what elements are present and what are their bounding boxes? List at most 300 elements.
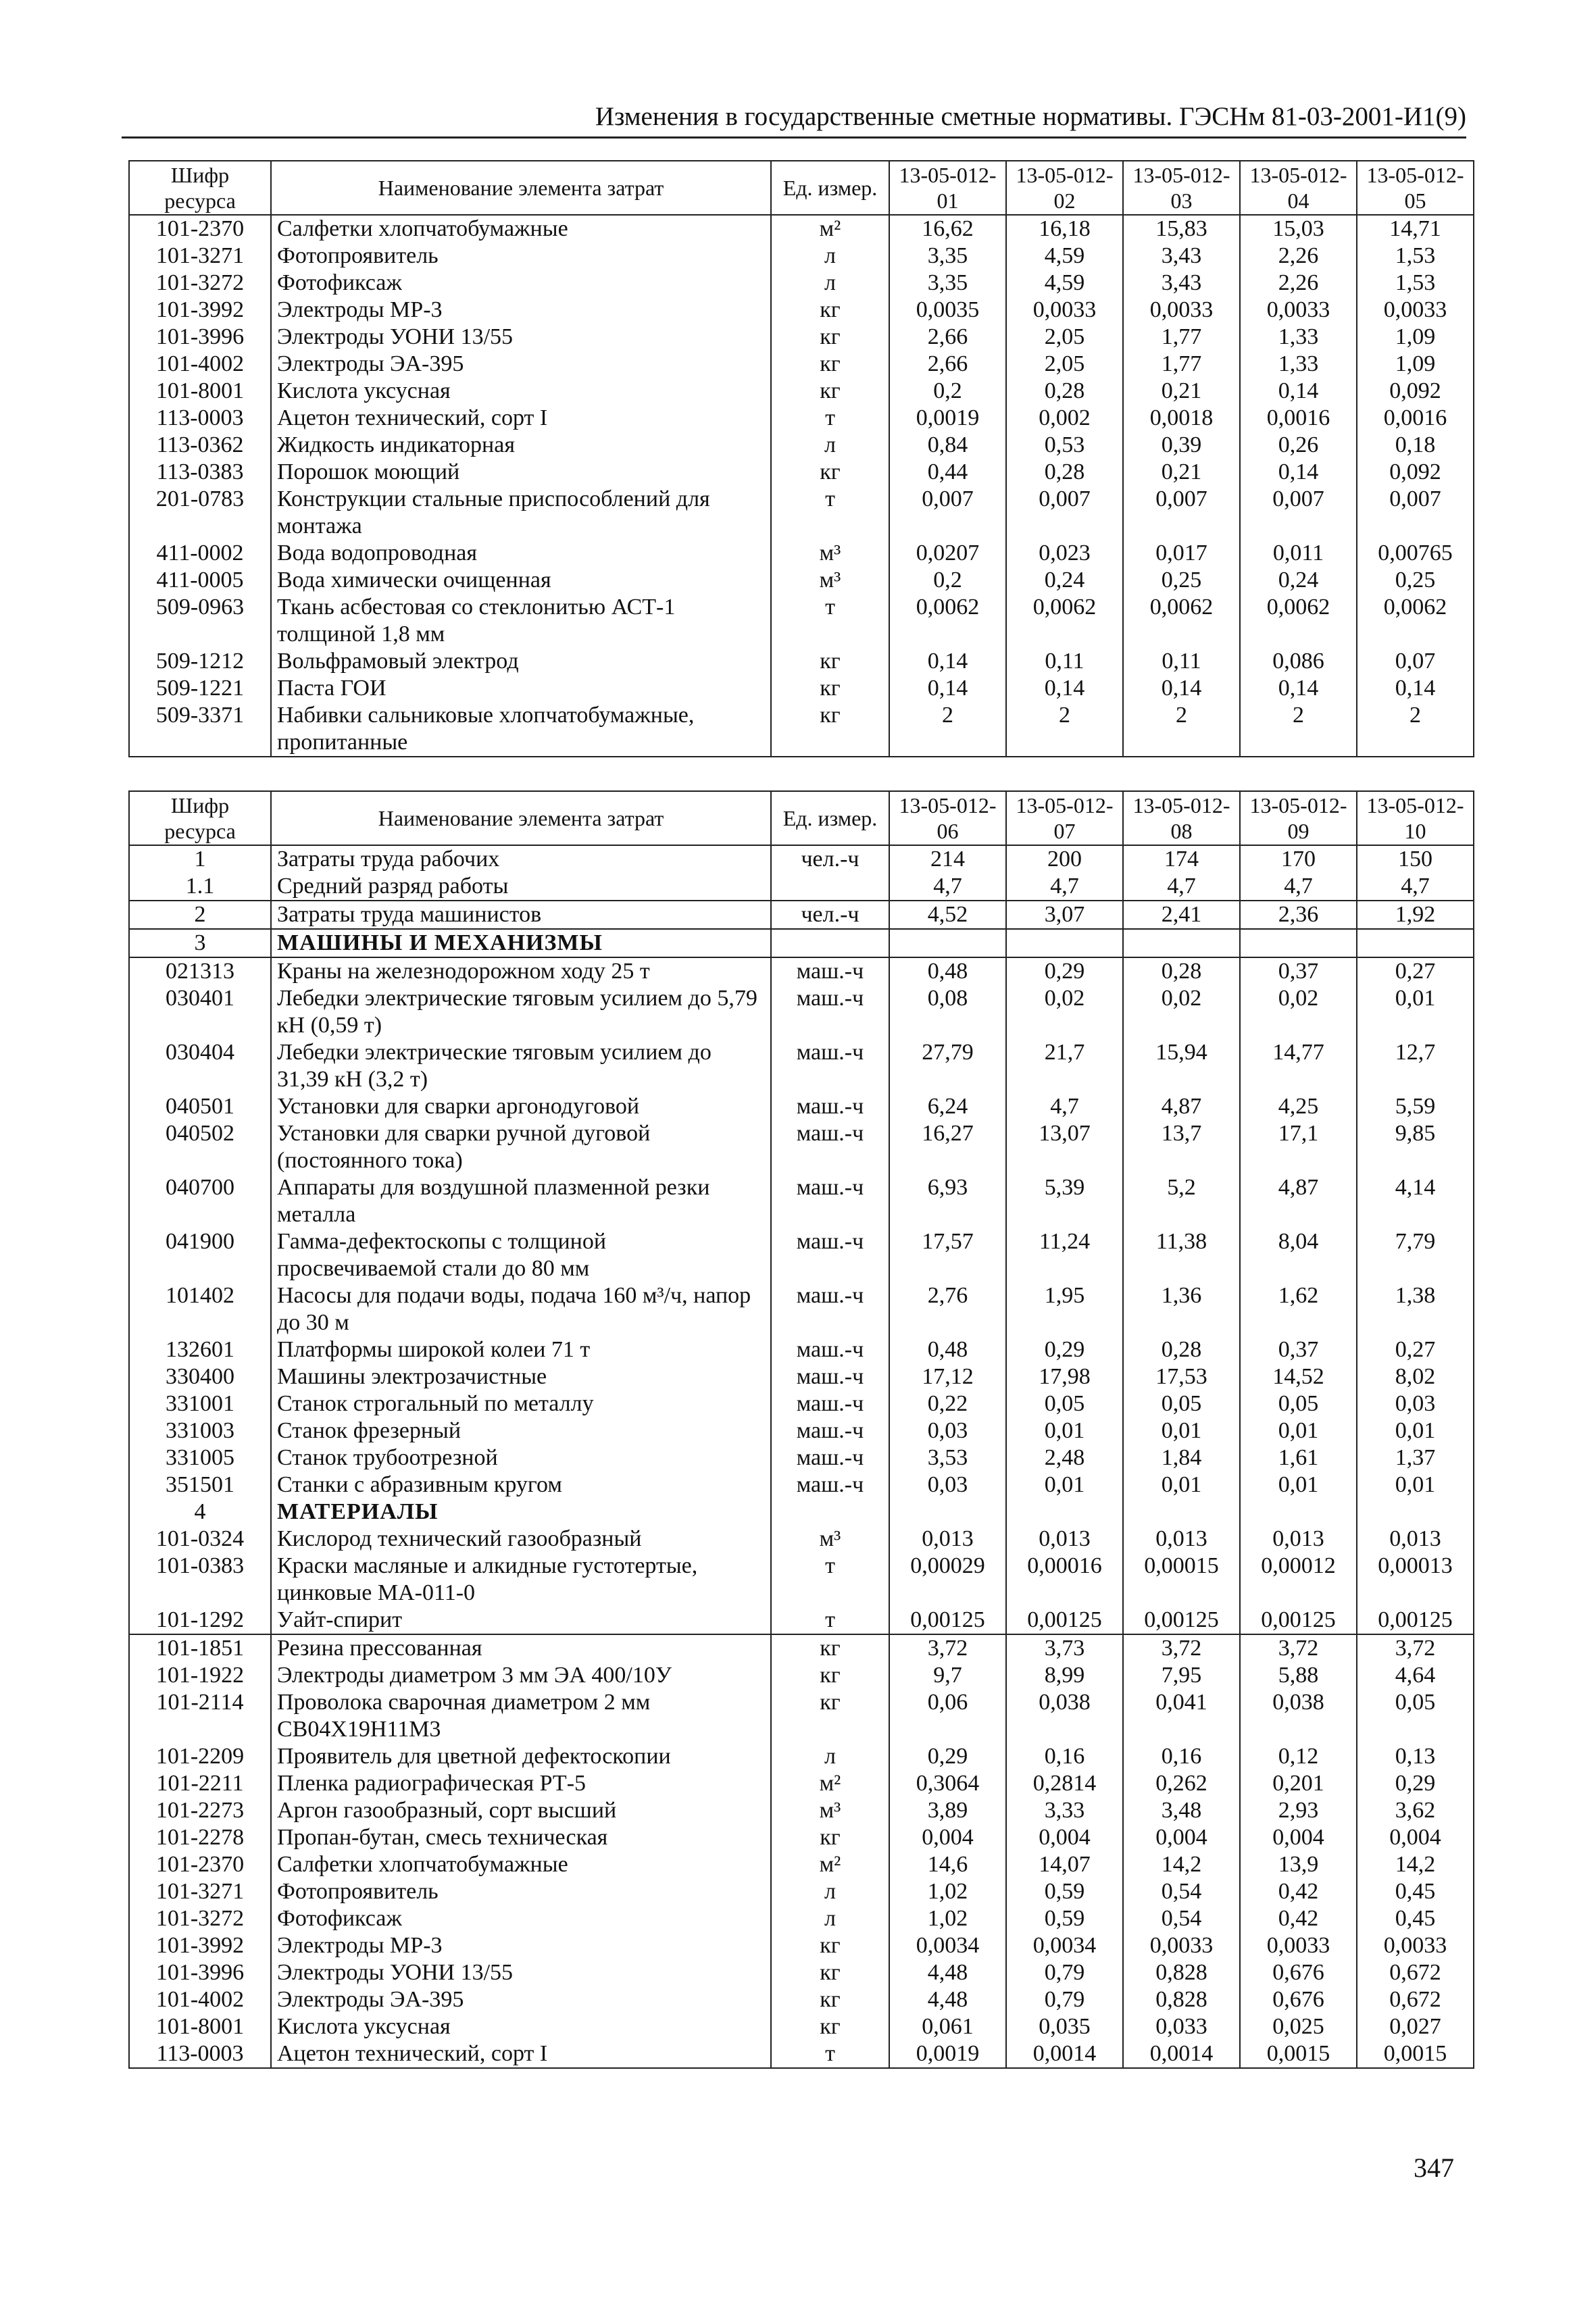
name-cell: Салфетки хлопчатобумажные xyxy=(271,1851,771,1878)
name-cell: Набивки сальниковые хлопчатобумажные, пропитанные xyxy=(271,702,771,757)
value-cell: 0,02 xyxy=(1123,985,1240,1039)
page-number: 347 xyxy=(1414,2153,1454,2183)
value-cell: 0,00029 xyxy=(889,1553,1006,1607)
value-cell: 3,33 xyxy=(1006,1797,1123,1824)
column-header: Наименование элемента затрат xyxy=(271,791,771,845)
value-cell: 0,0062 xyxy=(1123,594,1240,648)
table-row xyxy=(129,929,1474,957)
unit-cell: л xyxy=(771,1905,889,1932)
value-cell: 0,0019 xyxy=(889,2040,1006,2068)
unit-cell: л xyxy=(771,432,889,459)
value-cell: 0,0062 xyxy=(889,594,1006,648)
code-cell: 331001 xyxy=(129,1390,271,1417)
resource-table-1 xyxy=(128,160,1474,757)
value-cell: 0,035 xyxy=(1006,2013,1123,2040)
value-cell: 0,05 xyxy=(1357,1689,1474,1743)
value-cell: 0,14 xyxy=(1123,675,1240,702)
name-cell: Пленка радиографическая РТ-5 xyxy=(271,1770,771,1797)
name-cell: Электроды УОНИ 13/55 xyxy=(271,1959,771,1986)
name-cell: Электроды МР-3 xyxy=(271,1932,771,1959)
code-cell: 113-0003 xyxy=(129,405,271,432)
code-cell: 030401 xyxy=(129,985,271,1039)
value-cell: 0,14 xyxy=(1240,378,1357,405)
unit-cell xyxy=(771,929,889,957)
value-cell: 3,89 xyxy=(889,1797,1006,1824)
value-cell: 0,01 xyxy=(1357,1472,1474,1499)
value-cell: 0,002 xyxy=(1006,405,1123,432)
code-cell: 101-1292 xyxy=(129,1607,271,1634)
value-cell: 0,14 xyxy=(1240,675,1357,702)
value-cell: 0,023 xyxy=(1006,540,1123,567)
value-cell: 0,79 xyxy=(1006,1959,1123,1986)
table-row xyxy=(129,1390,1474,1417)
unit-cell: м² xyxy=(771,1851,889,1878)
value-cell: 0,53 xyxy=(1006,432,1123,459)
value-cell: 0,2 xyxy=(889,378,1006,405)
value-cell: 0,828 xyxy=(1123,1986,1240,2013)
value-cell: 0,12 xyxy=(1240,1743,1357,1770)
column-header: 13-05-012-02 xyxy=(1006,161,1123,215)
name-cell: Машины электрозачистные xyxy=(271,1363,771,1390)
value-cell: 0,00125 xyxy=(1357,1607,1474,1634)
value-cell: 0,42 xyxy=(1240,1878,1357,1905)
value-cell: 0,05 xyxy=(1240,1390,1357,1417)
name-cell: Станок трубоотрезной xyxy=(271,1444,771,1472)
code-cell: 330400 xyxy=(129,1363,271,1390)
unit-cell: м³ xyxy=(771,540,889,567)
value-cell: 0,21 xyxy=(1123,459,1240,486)
value-cell: 0,013 xyxy=(1240,1526,1357,1553)
value-cell: 8,02 xyxy=(1357,1363,1474,1390)
value-cell: 15,03 xyxy=(1240,215,1357,243)
name-cell: Затраты труда рабочих xyxy=(271,845,771,873)
name-cell: Станок строгальный по металлу xyxy=(271,1390,771,1417)
value-cell: 0,05 xyxy=(1123,1390,1240,1417)
code-cell: 113-0383 xyxy=(129,459,271,486)
value-cell: 0,00016 xyxy=(1006,1553,1123,1607)
value-cell xyxy=(889,929,1006,957)
name-cell: Проволока сварочная диаметром 2 мм СВ04Х19Н11М3 xyxy=(271,1689,771,1743)
name-cell: Платформы широкой колеи 71 т xyxy=(271,1336,771,1363)
value-cell: 17,12 xyxy=(889,1363,1006,1390)
code-cell: 509-3371 xyxy=(129,702,271,757)
code-cell: 101-3992 xyxy=(129,1932,271,1959)
value-cell: 4,7 xyxy=(1123,873,1240,901)
name-cell: Порошок моющий xyxy=(271,459,771,486)
value-cell: 3,72 xyxy=(1123,1634,1240,1662)
table-row xyxy=(129,845,1474,873)
value-cell: 14,77 xyxy=(1240,1039,1357,1093)
name-cell: Салфетки хлопчатобумажные xyxy=(271,215,771,243)
value-cell: 17,57 xyxy=(889,1228,1006,1282)
value-cell: 2,05 xyxy=(1006,324,1123,351)
value-cell: 0,0062 xyxy=(1240,594,1357,648)
value-cell: 0,44 xyxy=(889,459,1006,486)
value-cell: 1,38 xyxy=(1357,1282,1474,1336)
value-cell: 0,004 xyxy=(1006,1824,1123,1851)
unit-cell: м² xyxy=(771,1770,889,1797)
value-cell: 0,004 xyxy=(1123,1824,1240,1851)
value-cell: 16,27 xyxy=(889,1120,1006,1174)
value-cell xyxy=(1006,929,1123,957)
table-row xyxy=(129,1851,1474,1878)
value-cell: 0,45 xyxy=(1357,1905,1474,1932)
value-cell: 0,0015 xyxy=(1357,2040,1474,2068)
name-cell: Кислород технический газообразный xyxy=(271,1526,771,1553)
name-cell: Паста ГОИ xyxy=(271,675,771,702)
value-cell: 5,39 xyxy=(1006,1174,1123,1228)
code-cell: 101-2209 xyxy=(129,1743,271,1770)
value-cell: 0,0016 xyxy=(1240,405,1357,432)
table-row xyxy=(129,702,1474,757)
name-cell: Фотопроявитель xyxy=(271,243,771,270)
value-cell: 12,7 xyxy=(1357,1039,1474,1093)
table-row xyxy=(129,1039,1474,1093)
header-row xyxy=(129,161,1474,215)
code-cell: 1 xyxy=(129,845,271,873)
value-cell: 0,06 xyxy=(889,1689,1006,1743)
value-cell: 0,18 xyxy=(1357,432,1474,459)
unit-cell: кг xyxy=(771,1662,889,1689)
value-cell: 3,35 xyxy=(889,243,1006,270)
value-cell: 4,48 xyxy=(889,1959,1006,1986)
value-cell: 5,88 xyxy=(1240,1662,1357,1689)
table-row xyxy=(129,1607,1474,1634)
value-cell: 0,28 xyxy=(1006,459,1123,486)
value-cell: 0,013 xyxy=(1006,1526,1123,1553)
table-row xyxy=(129,215,1474,243)
unit-cell: кг xyxy=(771,1634,889,1662)
name-cell: Конструкции стальные приспособлений для монтажа xyxy=(271,486,771,540)
value-cell: 4,48 xyxy=(889,1986,1006,2013)
unit-cell: маш.-ч xyxy=(771,1336,889,1363)
value-cell: 0,672 xyxy=(1357,1986,1474,2013)
unit-cell: м³ xyxy=(771,1526,889,1553)
column-header: Ед. измер. xyxy=(771,161,889,215)
value-cell: 0,0033 xyxy=(1123,1932,1240,1959)
column-header: Наименование элемента затрат xyxy=(271,161,771,215)
name-cell: Фотофиксаж xyxy=(271,270,771,297)
table-row xyxy=(129,243,1474,270)
code-cell: 331005 xyxy=(129,1444,271,1472)
value-cell: 3,73 xyxy=(1006,1634,1123,1662)
value-cell: 13,7 xyxy=(1123,1120,1240,1174)
table-row xyxy=(129,1499,1474,1526)
value-cell: 0,038 xyxy=(1240,1689,1357,1743)
value-cell: 0,01 xyxy=(1006,1417,1123,1444)
value-cell: 0,004 xyxy=(889,1824,1006,1851)
value-cell: 0,29 xyxy=(889,1743,1006,1770)
value-cell: 1,33 xyxy=(1240,324,1357,351)
value-cell: 0,37 xyxy=(1240,1336,1357,1363)
value-cell: 0,29 xyxy=(1357,1770,1474,1797)
value-cell: 0,01 xyxy=(1357,1417,1474,1444)
value-cell: 0,00012 xyxy=(1240,1553,1357,1607)
value-cell: 0,027 xyxy=(1357,2013,1474,2040)
name-cell: Фотопроявитель xyxy=(271,1878,771,1905)
name-cell: Ткань асбестовая со стеклонитью АСТ-1 толщиной 1,8 мм xyxy=(271,594,771,648)
table-row xyxy=(129,1526,1474,1553)
value-cell: 0,01 xyxy=(1357,985,1474,1039)
value-cell: 4,7 xyxy=(1357,873,1474,901)
value-cell: 1,02 xyxy=(889,1905,1006,1932)
code-cell: 4 xyxy=(129,1499,271,1526)
table-row xyxy=(129,1905,1474,1932)
value-cell: 1,77 xyxy=(1123,324,1240,351)
value-cell: 0,42 xyxy=(1240,1905,1357,1932)
table-row xyxy=(129,1093,1474,1120)
value-cell: 14,52 xyxy=(1240,1363,1357,1390)
table-row xyxy=(129,1634,1474,1662)
table-row xyxy=(129,1662,1474,1689)
value-cell xyxy=(1240,1499,1357,1526)
code-cell: 101-2273 xyxy=(129,1797,271,1824)
value-cell: 3,72 xyxy=(889,1634,1006,1662)
value-cell: 0,00125 xyxy=(1123,1607,1240,1634)
code-cell: 101402 xyxy=(129,1282,271,1336)
value-cell: 0,00125 xyxy=(1006,1607,1123,1634)
value-cell: 0,0019 xyxy=(889,405,1006,432)
unit-cell: т xyxy=(771,1553,889,1607)
value-cell: 9,85 xyxy=(1357,1120,1474,1174)
column-header: 13-05-012-08 xyxy=(1123,791,1240,845)
unit-cell: кг xyxy=(771,648,889,675)
table-row xyxy=(129,901,1474,929)
code-cell: 101-3272 xyxy=(129,270,271,297)
column-header: 13-05-012-04 xyxy=(1240,161,1357,215)
value-cell: 14,2 xyxy=(1357,1851,1474,1878)
table-row xyxy=(129,1824,1474,1851)
unit-cell: маш.-ч xyxy=(771,1444,889,1472)
value-cell: 2,26 xyxy=(1240,270,1357,297)
column-header: 13-05-012-01 xyxy=(889,161,1006,215)
value-cell: 0,00013 xyxy=(1357,1553,1474,1607)
code-cell: 101-2370 xyxy=(129,215,271,243)
value-cell: 2,76 xyxy=(889,1282,1006,1336)
page-header xyxy=(122,101,1466,139)
name-cell: Электроды УОНИ 13/55 xyxy=(271,324,771,351)
unit-cell: маш.-ч xyxy=(771,1363,889,1390)
value-cell: 0,22 xyxy=(889,1390,1006,1417)
table-row xyxy=(129,1959,1474,1986)
value-cell: 13,9 xyxy=(1240,1851,1357,1878)
value-cell: 0,004 xyxy=(1240,1824,1357,1851)
table-row xyxy=(129,567,1474,594)
name-cell: МАШИНЫ И МЕХАНИЗМЫ xyxy=(271,929,771,957)
value-cell: 0,07 xyxy=(1357,648,1474,675)
table-row xyxy=(129,1797,1474,1824)
value-cell: 2,05 xyxy=(1006,351,1123,378)
unit-cell: кг xyxy=(771,675,889,702)
name-cell: МАТЕРИАЛЫ xyxy=(271,1499,771,1526)
table-row xyxy=(129,1120,1474,1174)
value-cell xyxy=(1123,929,1240,957)
code-cell: 331003 xyxy=(129,1417,271,1444)
value-cell: 2,48 xyxy=(1006,1444,1123,1472)
value-cell: 1,53 xyxy=(1357,270,1474,297)
table-row xyxy=(129,459,1474,486)
value-cell: 0,14 xyxy=(1006,675,1123,702)
unit-cell: м³ xyxy=(771,1797,889,1824)
value-cell: 0,84 xyxy=(889,432,1006,459)
value-cell: 21,7 xyxy=(1006,1039,1123,1093)
value-cell: 2,66 xyxy=(889,324,1006,351)
value-cell: 0,092 xyxy=(1357,459,1474,486)
value-cell: 0,033 xyxy=(1123,2013,1240,2040)
code-cell: 101-2114 xyxy=(129,1689,271,1743)
name-cell: Электроды ЭА-395 xyxy=(271,351,771,378)
value-cell: 0,828 xyxy=(1123,1959,1240,1986)
value-cell: 4,59 xyxy=(1006,270,1123,297)
value-cell: 0,0018 xyxy=(1123,405,1240,432)
code-cell: 2 xyxy=(129,901,271,929)
name-cell: Аппараты для воздушной плазменной резки металла xyxy=(271,1174,771,1228)
value-cell: 13,07 xyxy=(1006,1120,1123,1174)
name-cell: Краны на железнодорожном ходу 25 т xyxy=(271,957,771,985)
header-row xyxy=(129,791,1474,845)
value-cell: 174 xyxy=(1123,845,1240,873)
value-cell: 1,53 xyxy=(1357,243,1474,270)
value-cell: 2,36 xyxy=(1240,901,1357,929)
table-row xyxy=(129,1743,1474,1770)
value-cell: 0,013 xyxy=(1357,1526,1474,1553)
code-cell: 132601 xyxy=(129,1336,271,1363)
name-cell: Средний разряд работы xyxy=(271,873,771,901)
value-cell: 17,53 xyxy=(1123,1363,1240,1390)
value-cell: 17,98 xyxy=(1006,1363,1123,1390)
column-header: 13-05-012-03 xyxy=(1123,161,1240,215)
value-cell: 0,26 xyxy=(1240,432,1357,459)
value-cell: 0,0062 xyxy=(1006,594,1123,648)
column-header: Шифр ресурса xyxy=(129,791,271,845)
code-cell: 101-4002 xyxy=(129,351,271,378)
unit-cell: чел.-ч xyxy=(771,901,889,929)
unit-cell: кг xyxy=(771,2013,889,2040)
value-cell xyxy=(1006,1499,1123,1526)
unit-cell: т xyxy=(771,405,889,432)
value-cell: 0,02 xyxy=(1240,985,1357,1039)
value-cell: 4,25 xyxy=(1240,1093,1357,1120)
value-cell: 2,66 xyxy=(889,351,1006,378)
value-cell: 1,95 xyxy=(1006,1282,1123,1336)
value-cell: 0,0015 xyxy=(1240,2040,1357,2068)
value-cell: 4,52 xyxy=(889,901,1006,929)
unit-cell: кг xyxy=(771,1689,889,1743)
column-header: 13-05-012-10 xyxy=(1357,791,1474,845)
value-cell: 0,0014 xyxy=(1123,2040,1240,2068)
code-cell: 040502 xyxy=(129,1120,271,1174)
value-cell: 0,14 xyxy=(1240,459,1357,486)
table-row xyxy=(129,985,1474,1039)
value-cell: 0,28 xyxy=(1123,1336,1240,1363)
value-cell: 4,14 xyxy=(1357,1174,1474,1228)
table-row xyxy=(129,432,1474,459)
value-cell: 7,79 xyxy=(1357,1228,1474,1282)
value-cell: 0,672 xyxy=(1357,1959,1474,1986)
value-cell: 0,29 xyxy=(1006,1336,1123,1363)
value-cell: 0,007 xyxy=(1123,486,1240,540)
unit-cell xyxy=(771,873,889,901)
table-row xyxy=(129,1417,1474,1444)
value-cell: 1,37 xyxy=(1357,1444,1474,1472)
table-row xyxy=(129,1282,1474,1336)
value-cell xyxy=(1123,1499,1240,1526)
value-cell: 6,93 xyxy=(889,1174,1006,1228)
value-cell: 1,77 xyxy=(1123,351,1240,378)
code-cell: 411-0005 xyxy=(129,567,271,594)
table-row xyxy=(129,1444,1474,1472)
name-cell: Кислота уксусная xyxy=(271,2013,771,2040)
table-row xyxy=(129,1689,1474,1743)
unit-cell: л xyxy=(771,270,889,297)
name-cell: Установки для сварки ручной дуговой (постоянного тока) xyxy=(271,1120,771,1174)
value-cell: 0,39 xyxy=(1123,432,1240,459)
code-cell: 101-2370 xyxy=(129,1851,271,1878)
value-cell: 2 xyxy=(1357,702,1474,757)
unit-cell: т xyxy=(771,486,889,540)
value-cell: 0,013 xyxy=(889,1526,1006,1553)
value-cell: 0,03 xyxy=(889,1417,1006,1444)
code-cell: 351501 xyxy=(129,1472,271,1499)
code-cell: 041900 xyxy=(129,1228,271,1282)
table-row xyxy=(129,540,1474,567)
value-cell: 27,79 xyxy=(889,1039,1006,1093)
value-cell: 150 xyxy=(1357,845,1474,873)
unit-cell: маш.-ч xyxy=(771,1039,889,1093)
value-cell: 0,45 xyxy=(1357,1878,1474,1905)
value-cell: 0,0014 xyxy=(1006,2040,1123,2068)
value-cell: 0,061 xyxy=(889,2013,1006,2040)
name-cell: Жидкость индикаторная xyxy=(271,432,771,459)
unit-cell: л xyxy=(771,1743,889,1770)
value-cell: 0,02 xyxy=(1006,985,1123,1039)
value-cell: 0,0034 xyxy=(889,1932,1006,1959)
value-cell: 1,09 xyxy=(1357,351,1474,378)
unit-cell: л xyxy=(771,243,889,270)
unit-cell: маш.-ч xyxy=(771,957,889,985)
name-cell: Аргон газообразный, сорт высший xyxy=(271,1797,771,1824)
name-cell: Краски масляные и алкидные густотертые, цинковые МА-011-0 xyxy=(271,1553,771,1607)
column-header: Ед. измер. xyxy=(771,791,889,845)
table-row xyxy=(129,1986,1474,2013)
name-cell: Пропан-бутан, смесь техническая xyxy=(271,1824,771,1851)
code-cell: 113-0003 xyxy=(129,2040,271,2068)
value-cell: 0,01 xyxy=(1123,1417,1240,1444)
value-cell: 0,007 xyxy=(1240,486,1357,540)
value-cell: 3,48 xyxy=(1123,1797,1240,1824)
name-cell: Лебедки электрические тяговым усилием до 5,79 кН (0,59 т) xyxy=(271,985,771,1039)
value-cell: 4,59 xyxy=(1006,243,1123,270)
value-cell: 0,54 xyxy=(1123,1878,1240,1905)
table-row xyxy=(129,2013,1474,2040)
value-cell: 3,53 xyxy=(889,1444,1006,1472)
value-cell: 0,59 xyxy=(1006,1905,1123,1932)
value-cell: 3,62 xyxy=(1357,1797,1474,1824)
value-cell: 3,07 xyxy=(1006,901,1123,929)
name-cell: Ацетон технический, сорт I xyxy=(271,405,771,432)
value-cell: 0,03 xyxy=(889,1472,1006,1499)
value-cell: 0,28 xyxy=(1006,378,1123,405)
name-cell: Станки с абразивным кругом xyxy=(271,1472,771,1499)
unit-cell: кг xyxy=(771,378,889,405)
code-cell: 201-0783 xyxy=(129,486,271,540)
value-cell: 0,48 xyxy=(889,957,1006,985)
value-cell: 0,28 xyxy=(1123,957,1240,985)
unit-cell: маш.-ч xyxy=(771,1120,889,1174)
value-cell: 0,00765 xyxy=(1357,540,1474,567)
unit-cell: маш.-ч xyxy=(771,985,889,1039)
value-cell: 11,38 xyxy=(1123,1228,1240,1282)
